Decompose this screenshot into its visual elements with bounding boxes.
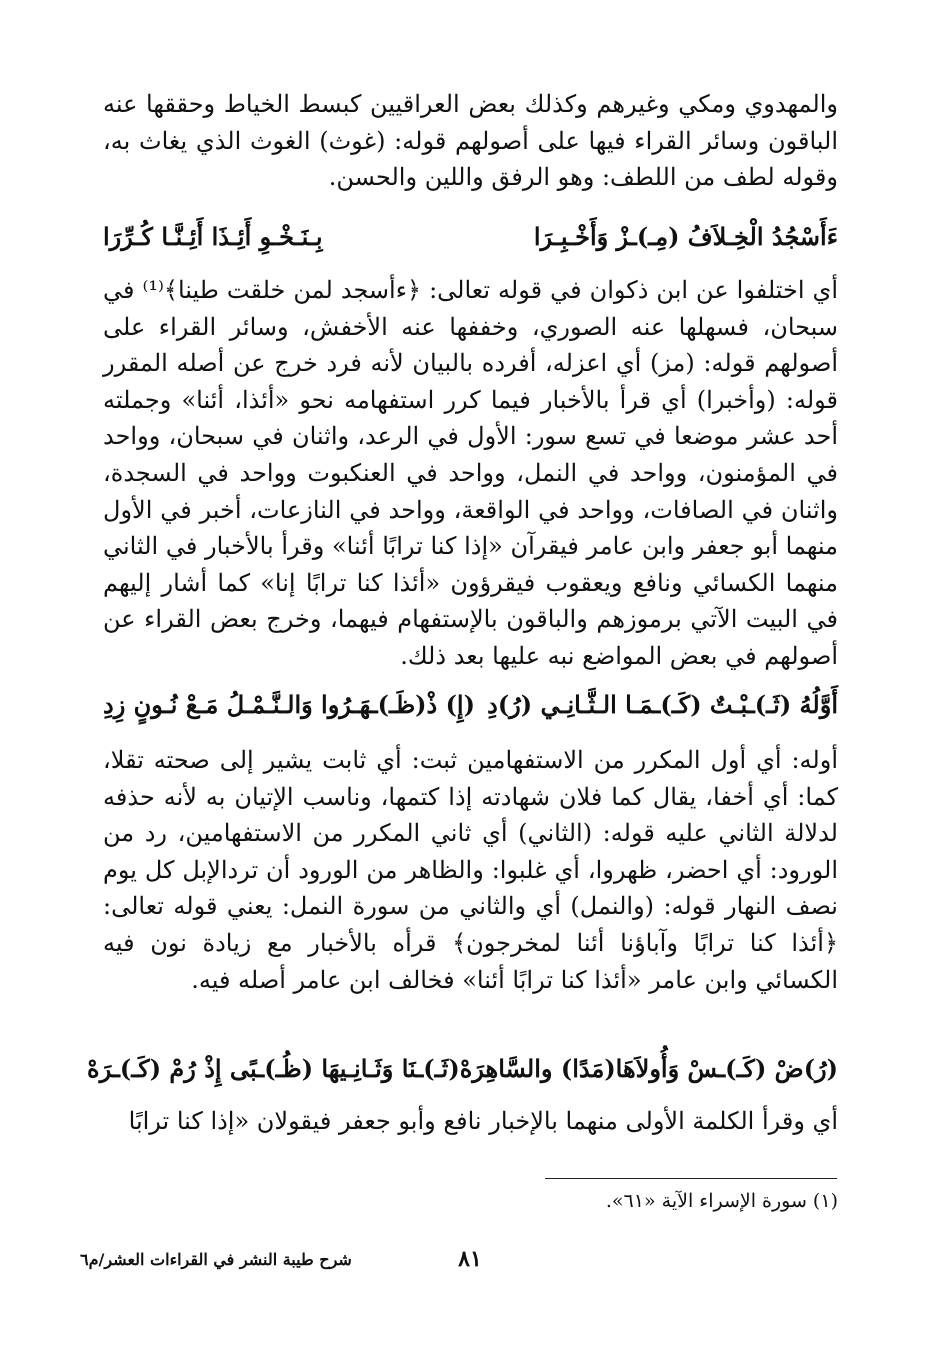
paragraph-1: والمهدوي ومكي وغيرهم وكذلك بعض العراقيين كبسط الخياط وحققها عنه الباقون وسائر القراء فيها على أصولهم قوله: (غوث) الغوث الذي يغاث به، وقوله لطف من اللطف: وهو الرفق واللين والحسن. xyxy=(103,90,838,192)
verse-2-second-hemistich: (إِ) ذْ(ظَـ)ـهَـرُوا وَالـنَّـمْـلُ مَـعْ نُـونٍ زِدِ xyxy=(103,690,475,719)
verse-line-1 xyxy=(103,222,838,251)
verse-line-3 xyxy=(87,1054,838,1083)
verse-3-first-hemistich: (رُ)ضْ (كَـ)ـسْ وَأُولاَهَا(مَدًا) والسَّاهِرَهْ xyxy=(459,1054,838,1083)
paragraph-2: أي اختلفوا عن ابن ذكوان في قوله تعالى: ﴿ءأسجد لمن خلقت طينا﴾⁽¹⁾ في سبحان، فسهلها عنه الصوري، وخففها عنه الأخفش، وسائر القراء على أصولهم قوله: (مز) أي اعزله، أفرده بالبيان لأنه فرد خرج عن أصله المقرر قوله: (وأخبرا) أي قرأ بالأخبار فيما كرر استفهامه نحو «أئذا، أئنا» وجملته أحد عشر موضعا في تسع سور: الأول في الرعد، واثنان في سبحان، وواحد في المؤمنون، وواحد في النمل، وواحد في العنكبوت وواحد في السجدة، واثنان في الصافات، وواحد في الواقعة، وواحد في النازعات، أخبر في الأول منهما أبو جعفر وابن عامر فيقرآن «إذا كنا ترابًا أئنا» وقرأ بالأخبار في الثاني منهما الكسائي ونافع ويعقوب فيقرؤون «أئذا كنا ترابًا إنا» كما أشار إليهم في البيت الآتي برموزهم والباقون بالإستفهام فيهما، وخرج بعض القراء عن أصولهم في بعض المواضع نبه عليها بعد ذلك. xyxy=(103,276,839,670)
footnote: (١) سورة الإسراء الآية «٦١». xyxy=(605,1190,838,1212)
page-number: ٨١ xyxy=(458,1246,482,1272)
verse-1-first-hemistich: ءَأَسْجُدُ الْخِـلاَفُ (مِـ)ـزْ وَأَخْـبِـرَا xyxy=(533,222,838,251)
running-footer-title: شرح طيبة النشر في القراءات العشر/م٦ xyxy=(80,1250,352,1269)
verse-line-2 xyxy=(103,690,838,719)
footnote-divider xyxy=(545,1178,837,1179)
verse-2-first-hemistich: أَوَّلُهُ (ثَـ)ـبْـتٌ (كَـ)ـمَـا الـثَّـانِـي (رُ)دِ xyxy=(487,690,838,719)
verse-3-second-hemistich: (ثَـ)ـنَا وَثَـانِـيهَا (ظُـ)ـبًى إِذْ رُمْ (كَـ)ـرَهْ xyxy=(87,1054,460,1083)
paragraph-3: أوله: أي أول المكرر من الاستفهامين ثبت: أي ثابت يشير إلى صحته تقلا، كما: أي أخفا، يقال كما فلان شهادته إذا كتمها، وناسب الإتيان به لأنه حذفه لدلالة الثاني عليه قوله: (الثاني) أي ثاني المكرر من الاستفهامين، رد من الورود: أي احضر، ظهروا، أي غلبوا: والظاهر من الورود أن تردالإبل كل يوم نصف النهار قوله: (والنمل) أي والثاني من سورة النمل: يعني قوله تعالى: ﴿أئذا كنا ترابًا وآباؤنا أئنا لمخرجون﴾ قرأه بالأخبار مع زيادة نون فيه الكسائي وابن عامر «أئذا كنا ترابًا أئنا» فخالف ابن عامر أصله فيه. xyxy=(103,746,838,994)
paragraph-4: أي وقرأ الكلمة الأولى منهما بالإخبار نافع وأبو جعفر فيقولان «إذا كنا ترابًا xyxy=(128,1107,838,1135)
verse-1-second-hemistich: بِـنَـخْـوِ أَئِـذَا أَئِـنَّـا كُـرِّرَا xyxy=(103,222,323,251)
